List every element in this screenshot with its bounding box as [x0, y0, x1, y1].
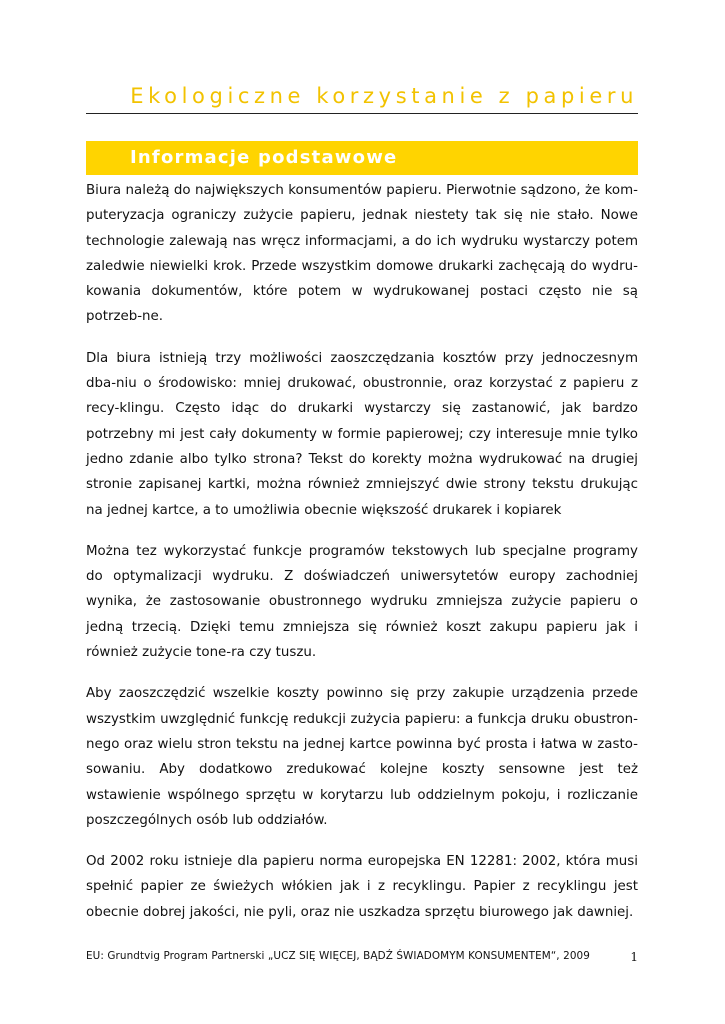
paragraph: Biura należą do największych konsumentów papieru. Pierwotnie sądzono, że kom-puteryzacja ograniczy zużycie papieru, jednak niestety tak się nie stało. Nowe technologie zalewają nas wręcz informacjami, a do ich wydruku wystarczy potem zaledwie niewielki krok. Przede wszystkim domowe drukarki zachęcają do wydru-kowania dokumentów, które potem w wydrukowanej postaci często nie są potrzeb-ne. — [86, 183, 638, 325]
body-text — [86, 178, 638, 941]
title-divider — [86, 113, 638, 114]
paragraph: Od 2002 roku istnieje dla papieru norma europejska EN 12281: 2002, która musi spełnić papier ze świeżych włókien jak i z recyklingu. Papier z recyklingu jest obecnie dobrej jakości, nie pyli, oraz nie uszkadza sprzętu biurowego jak dawniej. — [86, 854, 638, 920]
paragraph: Aby zaoszczędzić wszelkie koszty powinno się przy zakupie urządzenia przede wszystkim uwzględnić funkcję redukcji zużycia papieru: a funkcja druku obustron-nego oraz wielu stron tekstu na jednej kartce powinna być prosta i łatwa w zasto-sowaniu. Aby dodatkowo zredukować kolejne koszty sensowne jest też wstawienie wspólnego sprzętu w korytarzu lub oddzielnym pokoju, i rozliczanie poszczególnych osób lub oddziałów. — [86, 686, 638, 828]
page-number: 1 — [630, 950, 638, 964]
paragraph: Dla biura istnieją trzy możliwości zaoszczędzania kosztów przy jednoczesnym dba-niu o środowisko: mniej drukować, obustronnie, oraz korzystać z papieru z recy-klingu. Często idąc do drukarki wystarczy się zastanowić, jak bardzo potrzebny mi jest cały dokumenty w formie papierowej; czy interesuje mnie tylko jedno zdanie albo tylko strona? Tekst do korekty można wydrukować na drugiej stronie zapisanej kartki, można również zmniejszyć dwie strony tekstu drukując na jednej kartce, a to umożliwia obecnie większość drukarek i kopiarek — [86, 350, 638, 518]
footer-text: EU: Grundtvig Program Partnerski „UCZ SIĘ WIĘCEJ, BĄDŹ ŚWIADOMYM KONSUMENTEM“, 2009 — [86, 950, 590, 962]
document-title: Ekologiczne korzystanie z papieru — [130, 84, 638, 108]
section-heading: Informacje podstawowe — [130, 147, 398, 168]
paragraph: Można tez wykorzystać funkcje programów tekstowych lub specjalne programy do optymalizacji wydruku. Z doświadczeń uniwersytetów europy zachodniej wynika, że zastosowanie obustronnego wydruku zmniejsza zużycie papieru o jedną trzecią. Dzięki temu zmniejsza się również koszt zakupu papieru jak i również zużycie tone-ra czy tuszu. — [86, 543, 638, 661]
section-heading-bar — [86, 141, 638, 175]
